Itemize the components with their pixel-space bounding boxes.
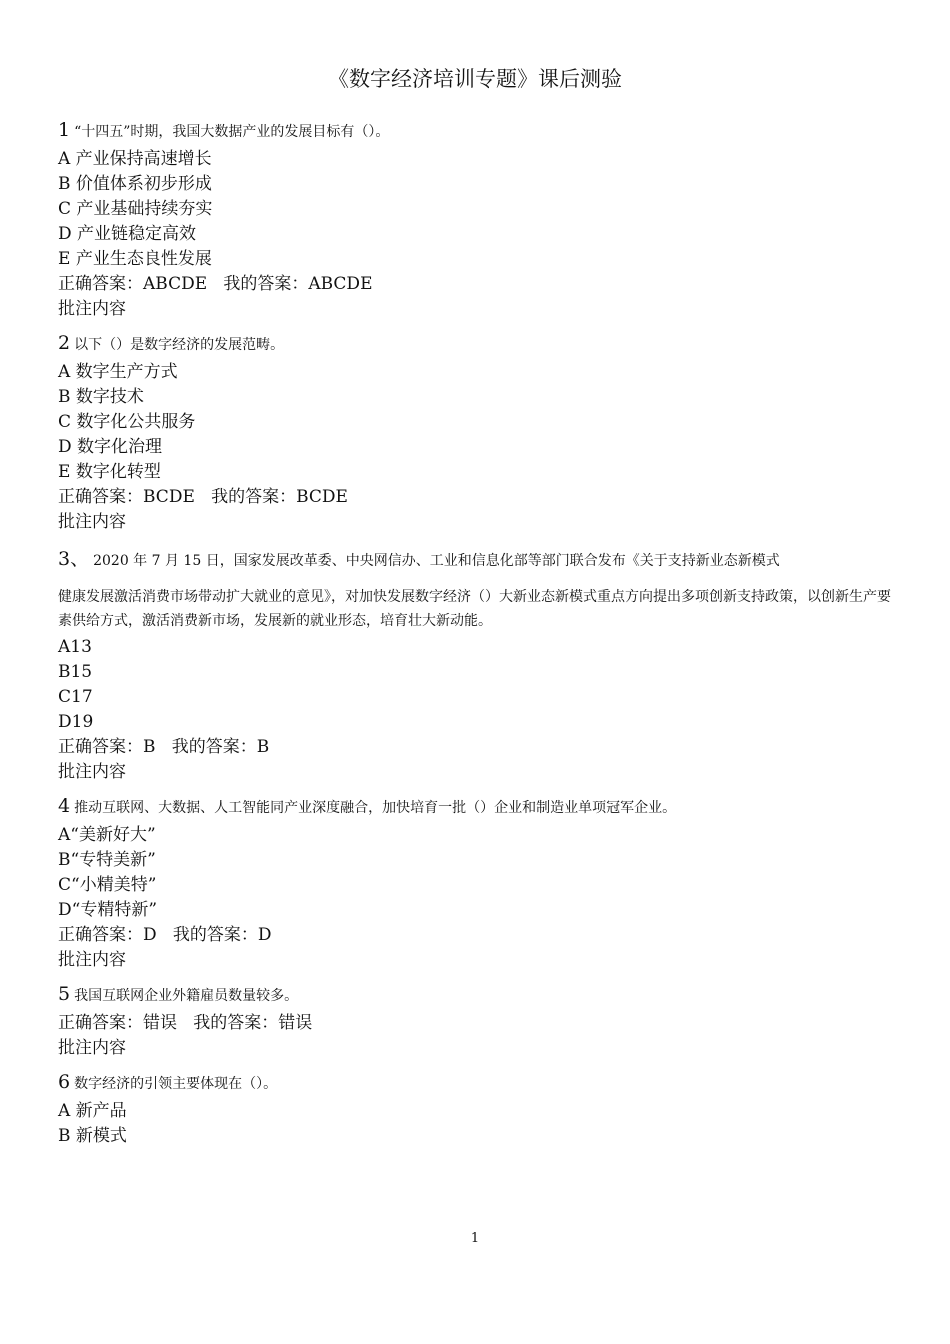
question-text: 推动互联网、大数据、人工智能同产业深度融合，加快培育一批（）企业和制造业单项冠军企业。 [74,800,677,816]
question-stem [58,981,903,1009]
answer-line: 正确答案：ABCDE 我的答案：ABCDE [58,274,373,294]
option-e: E 数字化转型 [58,462,161,482]
annotation-line: 批注内容 [58,1038,126,1058]
option-c: C17 [58,687,93,707]
question-1 [58,117,903,322]
question-text: 2020 年 7 月 15 日，国家发展改革委、中央网信办、工业和信息化部等部门联合发布《关于支持新业态新模式 [93,553,780,569]
question-3 [58,543,903,785]
question-number: 3、 [58,548,90,570]
question-text-continued: 健康发展激活消费市场带动扩大就业的意见》，对加快发展数字经济（）大新业态新模式重点方向提出多项创新支持政策，以创新生产要素供给方式，激活消费新市场，发展新的就业形态，培育壮大新动能。 [58,589,891,629]
annotation-line: 批注内容 [58,512,126,532]
annotation-line: 批注内容 [58,762,126,782]
question-5 [58,981,903,1061]
annotation-line: 批注内容 [58,299,126,319]
option-a: A13 [58,637,92,657]
option-b: B 价值体系初步形成 [58,174,212,194]
option-d: D“专精特新” [58,900,158,920]
option-b: B 新模式 [58,1126,127,1146]
question-number: 4 [58,795,71,817]
option-d: D 产业链稳定高效 [58,224,197,244]
question-4 [58,793,903,973]
question-number: 6 [58,1071,71,1093]
question-stem [58,1069,903,1097]
option-d: D19 [58,712,94,732]
question-stem-first-line [58,543,903,577]
question-stem [58,330,903,358]
option-a: A 产业保持高速增长 [58,149,212,169]
question-number: 1 [58,119,71,141]
question-text: 数字经济的引领主要体现在（）。 [74,1076,278,1092]
page-number: 1 [470,1231,480,1246]
option-a: A 新产品 [58,1101,127,1121]
question-stem [58,793,903,821]
option-a: A 数字生产方式 [58,362,178,382]
question-number: 2 [58,332,71,354]
answer-line: 正确答案：错误 我的答案：错误 [58,1013,313,1033]
option-c: C 数字化公共服务 [58,412,196,432]
question-stem [58,543,903,633]
option-b: B 数字技术 [58,387,144,407]
option-a: A“美新好大” [58,825,156,845]
answer-line: 正确答案：B 我的答案：B [58,737,270,757]
option-b: B“专特美新” [58,850,156,870]
quiz-content [58,117,903,1157]
document-title: 《数字经济培训专题》课后测验 [328,67,622,91]
annotation-line: 批注内容 [58,950,126,970]
answer-line: 正确答案：BCDE 我的答案：BCDE [58,487,348,507]
question-number: 5 [58,983,71,1005]
question-6 [58,1069,903,1149]
option-d: D 数字化治理 [58,437,163,457]
option-e: E 产业生态良性发展 [58,249,212,269]
question-text: 我国互联网企业外籍雇员数量较多。 [74,988,299,1004]
option-b: B15 [58,662,93,682]
answer-line: 正确答案：D 我的答案：D [58,925,272,945]
question-text: “十四五”时期，我国大数据产业的发展目标有（）。 [74,124,390,140]
question-2 [58,330,903,535]
question-text: 以下（）是数字经济的发展范畴。 [74,337,285,353]
option-c: C“小精美特” [58,875,157,895]
option-c: C 产业基础持续夯实 [58,199,213,219]
question-stem [58,117,903,145]
